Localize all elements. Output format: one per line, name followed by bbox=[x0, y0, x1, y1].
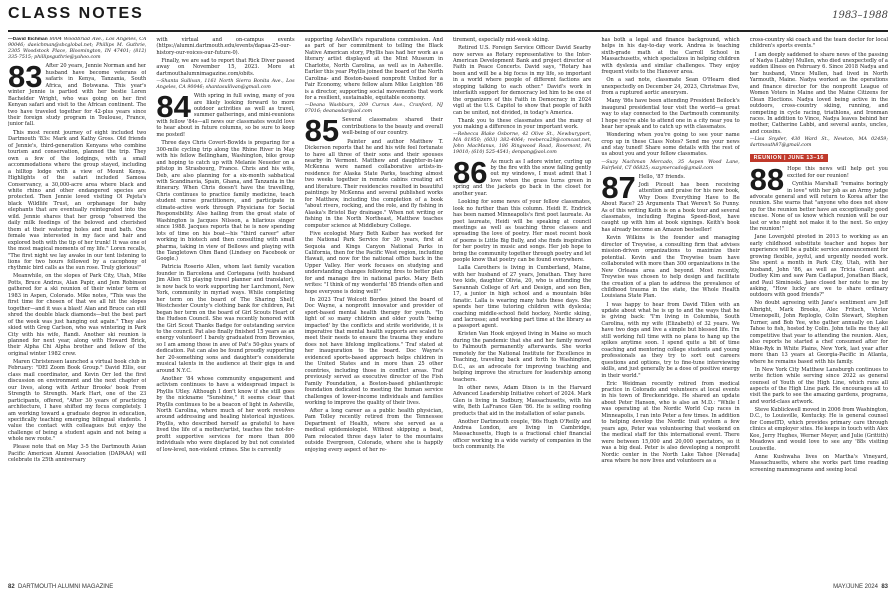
paragraph: After a long career as a public health physician, Pam Tolley recently retired from the Tennessee Department of Health, where she served as a medical epidemiologist. Without skipping a beat, Pam relocated three days later to the mountains outside Evergreen, Colorado, where she is happily enjoying every aspect of her re- bbox=[304, 408, 443, 453]
section-title: CLASS NOTES bbox=[8, 5, 144, 22]
class-section-83 bbox=[8, 59, 147, 128]
magazine-name: DARTMOUTH ALUMNI MAGAZINE bbox=[18, 584, 114, 590]
paragraph: Meanwhile, on the slopes of Park City, Utah, Mike Potts, Bruce Andrus, Alan Papir, and Jem Robinson gathered for a ski reunion of their winter term of 1983 in Aspen, Colorado. Mike notes, "This was the first time for chosen of that we all hit the slopes together—and it was a blast! Alan and Bruce can still shred the double black diamonds—but the best part of the week was just hanging out again." They also skied with Greg Carlson, who was wintering in Park City with his wife, Randi. Another ski reunion is planned for next year, along with Howard Brick, their Alpha Chi Alpha brother and fellow of the original winter 1982 crew. bbox=[8, 273, 147, 357]
paragraph: Steve Kublickwell moved in 2006 from Washington, D.C., to Louisville, Kentucky. He is general counsel for CometTD, which provides primary care through clinics at employer sites. He keeps in touch with Alex Kee, Jerry Hughes, Werner Meyer, and Julie (Grittith) Meadows and would love to see any '88s visiting Louisville. bbox=[749, 406, 888, 452]
footer-left bbox=[8, 584, 113, 590]
paragraph: Patricia Roserio Allen, whom last family vacation founder in Barcelona and Cortegana (with husband Jim Allen '83 playing travel planner and translator), is now back to work supporting her Larchmont, New York, community in myriad ways. While completing her term on the board of The Sharing Shelf, Westchester County's clothing bank for children, Pat began her term on the board of Girl Scouts Heart of the Hudson Council. She was recently honored with the Girl Scout Thanks Badge for outstanding service to the council. Pat also finally finished 15 years as an energy volunteer! I barely graduated from Brownies, so I am among those in awe of Pat's 50-plus years of dedication. Pat can also be found proudly supporting her 20-something sons and daughter's considerate musical talents in the audience at their gigs in and around N.Y.C. bbox=[156, 264, 295, 374]
paragraph: Several classmates shared their contributions to the beauty and overall well-being of our country. bbox=[342, 117, 443, 137]
paragraph: In 2023 Traf Wolcott Bordes joined the board of Doc Wayne, a nonprofit innovator and provider of sport-based mental health therapy for youth. "In light of so many children and older youth 'being impacted' by the conflicts and strife worldwide, it is imperative that mental health supports are scaled to meet their needs to ensure the trauma they endure does not have lifelong implications." Traf stated at her inauguration to the board. Doc Wayne's evidenced sports-based approach helps children in the United States and in more than 25 other countries, including those in conflict areas. Traf previously served as executive director of the Fish Family Foundation, a Boston-based philanthropic foundation dedicated to meeting the human service challenges of lower-income individuals and families working to improve the quality of their lives. bbox=[304, 296, 443, 406]
class-contact: —Lisa Snyder, 430 Ward St., Newton, MA 02459; dartmouth87@gmail.com bbox=[749, 136, 888, 149]
paragraph: tirement, especially mid-week skiing. bbox=[452, 37, 550, 43]
contact-details: 8004 Woodbriad Ave., Los Angeles, CA 90046; daeichman@sbcglobal.net; Phillips M. Guthrie, 2305 Woodstock Place, Bloomington, IN 47401; (812) 335-7515; phillipsguthrie@yahoo.com bbox=[8, 37, 147, 61]
paragraph: Maren Christensen launched a virtual book club in February: "DEI Zoom Book Group." David Ellis, our class mail coordinator, and Kevin Orr led the first discussion on environment and the next chapter of our lives, along with Arthur Brooks' book From Strength to Strength. Mark Hart, one of the 23 participants, offered, "After 30 years of practicing architecture, I have shifted my focus completely. I am working toward a graduate degree in education, specifically teaching emerging bilingual students. I value the contact with colleagues but enjoy the challenge of being a student again and not being a whole new route." bbox=[8, 358, 147, 443]
class-year-number: 85 bbox=[304, 113, 340, 149]
paragraph: supporting Asheville's reparations commission. And as part of her commitment to telling the Black Native American story, Phyllis has had her work as a literary artist displayed at the Mint Museum in Charlotte, North Carolina, as well as in Asheville. Earlier this year Phyllis joined the board of the North Carolina- and Boston-based nonprofit United for a Fair Economy, where fellow alum Mike Leighton '86 is a director, supporting social movements that work for a resilient, sustainable, equitable economy. bbox=[304, 37, 443, 102]
paragraph: Kevin Wilkins is the founder and managing director of Treywise, a consulting firm that advises mission-driven organizations to maximize their potential. Kevin and the Treywise team have collaborated with more than 300 organizations in the New Orleans area and beyond. Most recently, Treywise was chosen to help design and facilitate the creation of a plan to address the prevalence of childhood trauma in the state, the Whole Health Louisiana State Plan. bbox=[601, 235, 740, 300]
paragraph: In New York City Matthew Lansburgh continues to write fiction while serving since 2022 as general counsel of Youth of the High Line, which runs all aspects of the High Line park. He encourages all to visit the park to see the amazing gardens, programs, and world-class artwork. bbox=[749, 366, 888, 405]
paragraph: On a sad note, classmate Sean O'Hearn died unexpectedly on December 24, 2023, Christmas Eve, from a ruptured aortic aneurysm. bbox=[601, 77, 740, 97]
column-4 bbox=[453, 37, 591, 581]
class-contact: —Deana Washburn, 209 Curran Ave., Cranford, NJ 07016; deanasdar@aol.com bbox=[304, 103, 443, 115]
page-number-right: 83 bbox=[881, 584, 888, 590]
paragraph: Finally, we are sad to report that Rick Diver passed away on November 15, 2023. More at dartmouthalumnimagazine.com/obits. bbox=[156, 57, 295, 77]
paragraph: As much as I adore winter, curling up by the fire with the snow falling gently out my windows, I must admit that I love when the grass turns green in spring and the jackets go back in the closet for another year. bbox=[452, 158, 592, 197]
column-3 bbox=[305, 37, 443, 581]
paragraph: Lalla Carothers is living in Cumberland, Maine, with her husband of 27 years, Jonathan. They have two kids, daughter Olivia, 20, who is attending the Savannah College of Art and Design, and son Ben, 17, a junior in high school and a mountain bike fanatic. Lalla is wearing many hats these days. She spends her time tutoring children with dyslexia; coaching middle-school field hockey, Nordic skiing, and lacrosse; and working part time at the library as a passport agent. bbox=[452, 265, 592, 330]
paragraph: Hello, '87 friends. bbox=[638, 173, 686, 180]
paragraph: I was happy to hear from David Tillen with an update about what he is up to and the ways that he is giving back: "I'm living in Columbia, South Carolina, with my wife (Elizabeth) of 32 years. We have two dogs and live a simple but blessed life. I'm still working full time with no plans to hang up the spikes anytime soon. I spend quite a bit of time coaching and mentoring college students and young professionals as they try to sort out careers questions and options, try to fine-tune interviewing skills, and just generally be a dose of positive energy in their world." bbox=[601, 301, 740, 379]
page-number-left: 82 bbox=[8, 584, 15, 590]
issue-date: MAY/JUNE 2024 bbox=[833, 584, 878, 590]
class-contact: —Shanta Sullivan, 1161 North Sierra Bonita Ave., Los Angeles, CA 90046; shantasullivan@gmail.com bbox=[156, 78, 295, 90]
paragraph: With spring in full swing, many of you are likely looking forward to more outdoor activities as well as travel, summer gatherings, and mini-reunions with fellow '84s—all news our classmates would love to hear about in future columns, so be sure to keep me posted! bbox=[156, 93, 295, 138]
paragraph: Another Dartmouth couple, '86s Hugh O'Reilly and Andrea London, are living in Cambridge, Massachusetts, Hugh is a fractional chief financial officer working in a wide variety of companies in the tech community. He bbox=[452, 418, 592, 451]
class-year-number: 88 bbox=[749, 162, 785, 198]
class-section-84 bbox=[156, 89, 295, 138]
paragraph: cross-country ski coach and the team doctor for local children's sports events." bbox=[749, 37, 888, 50]
page-header bbox=[8, 0, 888, 32]
class-section-88 bbox=[749, 162, 888, 198]
paragraph: Retired U.S. Foreign Service Officer David Searby now serves as Rotary representative to the Inter-American Development Bank and project director of Faith in Peace Concerts. David says, "Rotary has been and will be a big focus in my life, so important in a world where people of different factions are stopping talking to each other." David's work in interfaith support for democracy led him to be one of the organizers of this Faith in Democracy in 2024 vigil at the U.S. Capitol to show that people of faith can be united, not divided, in today's America. bbox=[452, 45, 592, 116]
paragraph: Hope this news will help get you excited for our reunion! bbox=[787, 166, 888, 179]
paragraph: Please note that on May 3-5 the Dartmouth Asian Pacific American Alumni Association (DAPAAA) will celebrate its 25th anniversary bbox=[8, 444, 147, 464]
class-year-number: 87 bbox=[601, 169, 636, 205]
paragraph: Five ecologist Mary Beth Kaiber has worked for the National Park Service for 30 years, first at Sequoia and Kings Canyon National Parks in California, then for the Pacific West region, including Hawaii, and now for the national office back in the Upper Valley. Her work focuses on studying and understanding changes following fires to better plan for and manage fire in national parks. Mary Beth writes: "I think of my wonderful '85 friends often and hope everyone is doing well!" bbox=[304, 230, 443, 295]
paragraph: Another '84 whose community engagement and activism continues to have a widespread impact is Phyllis Utley. Although I don't know if she still goes by the nickname "Sunshine," it seems clear that Phyllis continues to be a beacon of light in Asheville, North Carolina, where much of her work revolves around addressing and healing historical injustices. Phyllis, who described herself as grateful to have lived the life of a mother/artist, teaches the not-for-profit supportive services for more than 800 individuals who were displaced by but not consisted of low-level, non-violent crimes. She is currently bbox=[156, 375, 295, 453]
paragraph: This most recent journey of eight included two Dartmouth '83s: Mark and Kathy Gross. Old friends of Jennie's, third-generation Kenyans who combine tourism and conservation, planned the trip. They own a few of the lodgings, with a small accommodations where the group stayed, including a hilltop lodge with a view of Mount Kenya. Highlights of the safari included Samosa Conservancy, a 30,000-acre area where black and white rhino and other endangered species are protected. Then Jennie loved visiting Ol Pejeta's black Wildlife Trust, an orphanage for baby elephants that are eventually reintegrated into the wild. Jennie shares that her group "observed the daily milk feedings of the beloved and cherished them at their watering holes and mud bath. One female was interested in my face and hair and explored both with the tip of her trunk! It was one of the most magical moments of my life." Loren recalls, "The first night we lay awake in our tent listening to lions for two hours followed by a cacophony of rhythmic bird calls as the sun rose. Truly glorious!" bbox=[8, 129, 147, 272]
column-5 bbox=[601, 37, 739, 581]
class-section-85 bbox=[304, 113, 443, 149]
class-section-86 bbox=[452, 154, 592, 198]
paragraph: After 20 years, Jennie Norman and her husband have become veterans of safaris in Kenya, Tanzania, South Africa, and Botswana. This year's winter Jennie is partied with her bestie Loren Bachelder Wright, who was going on her first Kenyan safari and visit to the African continent. The two have traveled together for 42-plus years since their foreign study program in Toulouse, France, junior fall. bbox=[8, 63, 147, 128]
column-1 bbox=[8, 37, 146, 581]
paragraph: Kristen Van Hook enjoyed living in Maine so much during the pandemic that she and her family moved to Falmouth permanently afterwards. She works remotely for the National Institute for Excellence in Teaching, traveling back and forth to Washington, D.C., as an advocate for improving teaching and helping improve the structure for leadership among teachers. bbox=[452, 331, 592, 383]
paragraph: No doubt agreeing with Jane's sentiment are Jeff Albright, Mark Brooks, Alec Fritsch, Victor Umenopelli, John Reploglo, Colin Stewart, Stephen Turner, and Bob Yee, who gather annually on Lake Tahoe to fish, hosted by Colin. John tells me they all competitive that year to attending the reunion. Alex, also reports he started a chef consumed after for Mike-Ryk in White Plains, New York, last year after more than 13 years at Georgia-Pacific in Atlanta, where he remains based with his family. bbox=[749, 300, 888, 365]
paragraph: Looking for some news of your fellow classmates, look no further than this column. Heidi E. Endrick has been named Minneapolis's first poet laureate. As poet laureate, Heidi will be speaking at council meetings as well as teaching three classes and spreading the love of poetry. Her most recent book of poems is Little Big Bully, and she finds inspiration for her poetry in music and songs. Her job hope to bring the community together through poetry and let people know that poetry can be found everywhere. bbox=[452, 199, 592, 264]
paragraph: In other news, Adam Dixon is in the Harvard Advanced Leadership Initiative cohort of 2024. Mark Glen is living in Sudbury, Massachusetts, with his wife, Beth LaFrance Glen '86. He is selling roofing products that aid in the installation of solar panels. bbox=[452, 384, 592, 417]
paragraph: has both a legal and finance background, which helps in his day-to-day work. Andrea is teaching sixth-grade math at the Carroll School in Massachusetts, which specializes in helping children with dyslexia and similar challenges. They enjoy frequent visits to the Hanover area. bbox=[601, 37, 740, 76]
paragraph: Painter and author Matthew T. Dickerson reports that he and his wife feel fortunate to have all three of their sons and their spouses nearby in Vermont. Matthew and daughter-in-law McKenna were named collaborative artists-in-residence for Alaska State Parks, teaching almost two weeks together in remote cabins creating art and literature. Their residencies resulted in beautiful paintings by McKenna and several published works for Matthew, including the completion of a book "about rivers, rocking, and the role, and fly fishing in Alaska's Bristol Bay drainage." When not writing or fishing in the North Northeast, Matthew teaches computer science at Middlebury College. bbox=[304, 138, 443, 229]
class-contact: —Rebecca Blake Osborne, 42 Olive St., Newburyport, MA 01950; (603) 382-4064; reeberca29@comcast.net, John MacManus, 186 Ringwood Road, Rosemont, PA 19010; (610) 525-4541; denpang@aol.com bbox=[452, 132, 592, 156]
paragraph: Eric Weidman recently retired from medical practice in Colorado and volunteers at local events in his town of Breckenridge. He shared an update about Peter Hanson, who is also an M.D.: "While I was operating at the Nordic World Cup races in Minneapolis, I ran into Peter a few times. In addition to helping develop the Nordic trail system a few years ago, Peter was volunteering that weekend on the medical staff for this international event. There were between 15,000 and 20,000 spectators, so it was a big deal. Peter is also developing a nonprofit Nordic center in the North Lake Tahoe [Nevada] area where he now lives and volunteers as a bbox=[601, 380, 740, 464]
class-section-87 bbox=[601, 169, 740, 234]
paragraph: with virtual and on-campus events (https://alumni.dartmouth.edu/events/dapaa-25-our-history-our-voices-our-future-0). bbox=[156, 37, 295, 56]
paragraph: Jodi Picoult has been receiving attention and praise for his new book, Why Does Everything Have to Be About Race? 25 Arguments That Weren't So Funny. As of this writing Keith is on a book tour and several classmates, including Regina Speed-Bost, have caught up with him at book signings. Keith's book has already become an Amazon bestseller! bbox=[601, 181, 740, 233]
paragraph: I am deeply saddened to share news of the passing of Nadya (Labby) Mullen, who died unexpectedly of a sudden illness on February 6. Since 2018 Nadya and her husband, Vince Mullen, had lived in North Yarmouth, Maine. Nadya worked as the operations and finance director for the nonprofit League of Women Voters in Maine and the Maine Citizens for Clean Elections. Nadya loved being active in the outdoors, cross-country skiing, running, and competing in cycle racing, triathlons, and Ironman races. In addition to Vince, Nadya leaves behind her mother, Catherine Labbi, and several aunts, uncles, and cousins. bbox=[749, 51, 888, 135]
class-contact: —Suzy Nachman Mercado, 35 Aspen Wood Lane, Fairfield, CT 06825; suzymercado@gmail.com bbox=[601, 159, 740, 171]
contact-name: —David Eichman bbox=[8, 37, 48, 42]
class-year-number: 86 bbox=[452, 154, 488, 190]
class-years-range: 1983–1988 bbox=[832, 10, 888, 21]
paragraph: Wondering when you're going to see your name crop up in these Class Notes? Send me your news and stay tuned! Share some details with the rest of us about you and your fellow classmates. bbox=[601, 132, 740, 158]
class-contact bbox=[8, 37, 146, 61]
paragraph: Many '86s have been attending President Beilock's inaugural presidential tour visit the world—a great way to stay connected to the Dartmouth community. I hope you're able to attend one in a city near you to hear her speak and to catch up with classmates. bbox=[601, 98, 740, 131]
class-notes-columns bbox=[8, 37, 888, 581]
class-year-number: 84 bbox=[156, 89, 191, 125]
column-6 bbox=[750, 37, 888, 581]
paragraph: Anne Kushwaha lives on Martha's Vineyard, Massachusetts, where she works part time reading screening mammograms and seeing local bbox=[749, 453, 888, 473]
paragraph: Cynthia Marshall "remains boringly in love" with her job as an Army judge advocate general and will return to Korea after the reunion. She warns that "anyone who does not show up for the reunion better have an exceptionally good excuse. None of us know which reunion will be our last or who might not make it to the next. So enjoy the reunion!" bbox=[749, 181, 888, 233]
page-footer bbox=[8, 584, 888, 594]
paragraph: Thank you to these classmates and the many of you making a difference in your important work. bbox=[452, 117, 592, 131]
column-2 bbox=[156, 37, 294, 581]
class-year-number: 83 bbox=[8, 59, 43, 95]
footer-right bbox=[833, 584, 888, 590]
paragraph: Three days Chris Covert-Bowlds is preparing for a 300-mile cycling trip along the Rhine River in May with his fellow Bellingham, Washington, bike group and hoping to catch up with Melanie Neueder on a pitstop in Strasbourg, France. Chris and his wife, Deb, are also planning for a six-month sabbatical with Scandinavia, Spain, Ghana, and Tanzania in the itinerary. When Chris doesn't have the travelling, Chris continues to practice family medicine, teach student nurse practitioners, and participate in climate-active work through Physicians for Social Responsibility. Also hailing from the great state of Washington is Jacques Nilsson, a hilarious singer since 1988. Jacques reports that he is now spending lots of time on his boat—his "third career" after working in biotech and then consulting with small pharma, taking in view of Bellows and playing with the Tangletown Ohm Band (Lindsey on Facebook or Google.) bbox=[156, 140, 295, 263]
reunion-badge: REUNION | JUNE 13–16 bbox=[750, 154, 828, 162]
paragraph: Jane Lovenjohl pivoted in 2013 to working as an early childhood substitute teacher and hopes her experience will be a public service announcement for growing flexible, joyful, and urgently needed work. She spent a month in Park City, Utah, with her husband, John '86, as well as Tricia Grant and Dudley Kim and saw Pam Cadlapud, Jonathan Black, and Paul Siminoski. Jane closed her note to me by asking, "How lucky are we to share ordinary outdoors with good friends?" bbox=[749, 234, 888, 299]
